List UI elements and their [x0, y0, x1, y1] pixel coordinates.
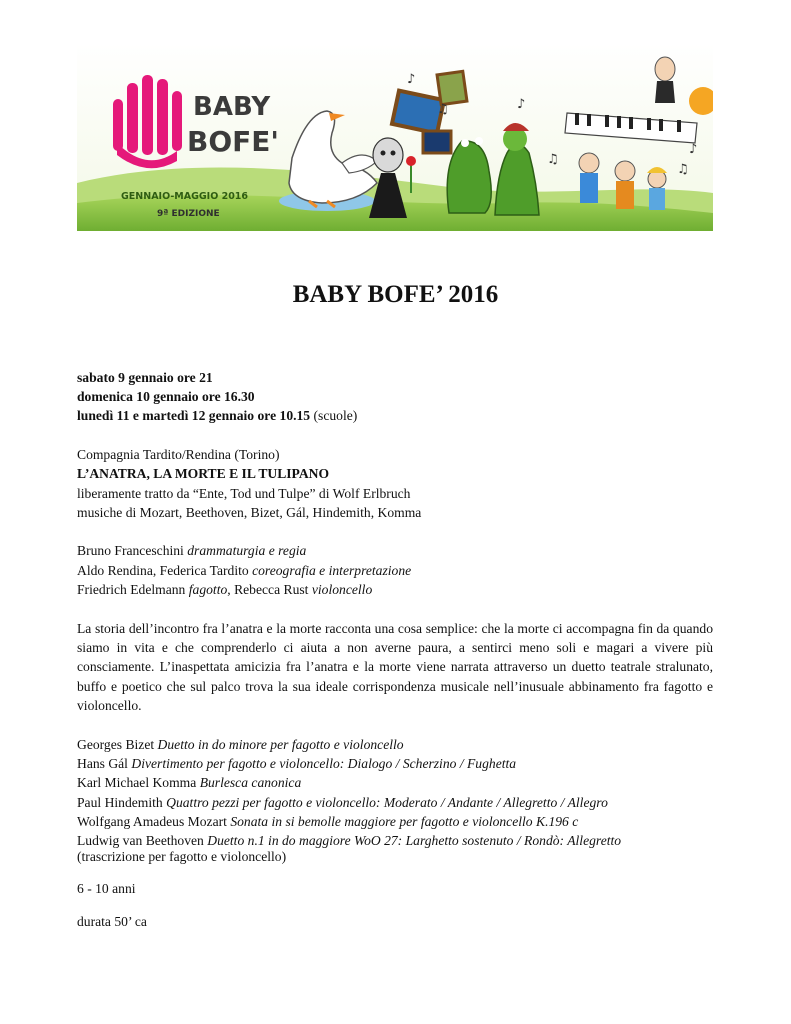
credit-name: Aldo Rendina, Federica Tardito	[77, 562, 253, 578]
program-item	[77, 735, 713, 754]
header-banner	[77, 43, 713, 231]
schedule-date: sabato 9 gennaio ore 21	[77, 370, 213, 385]
svg-text:♪: ♪	[517, 97, 526, 112]
music-line: musiche di Mozart, Beethoven, Bizet, Gál, Hindemith, Komma	[77, 504, 422, 520]
schedule-note: (scuole)	[310, 408, 358, 424]
document-body	[77, 368, 713, 931]
svg-text:♫: ♫	[677, 162, 689, 177]
schedule-line-3	[77, 406, 713, 425]
program-composer: Paul Hindemith	[77, 794, 167, 810]
schedule-date: lunedì 11 e martedì 12 gennaio ore 10.15	[77, 408, 311, 424]
svg-text:♪: ♪	[689, 142, 698, 157]
credit-name: Friedrich Edelmann	[77, 581, 189, 597]
company-name: Compagnia Tardito/Rendina (Torino)	[77, 447, 280, 463]
show-title-text: L’ANATRA, LA MORTE E IL TULIPANO	[77, 466, 330, 482]
program-work: Duetto in do minore per fagotto e violoncello	[157, 737, 404, 753]
program-work: Duetto n.1 in do maggiore WoO 27: Larghetto sostenuto / Rondò: Allegretto	[207, 833, 622, 849]
svg-text:♫: ♫	[547, 152, 559, 167]
svg-text:♫: ♫	[437, 102, 449, 117]
credit-name: Bruno Franceschini	[77, 543, 188, 559]
logo-line1: BABY	[193, 92, 271, 122]
show-title	[77, 464, 713, 483]
credit-role: fagotto	[188, 581, 228, 597]
program-composer: Ludwig van Beethoven	[77, 833, 208, 849]
program-work: Burlesca canonica	[199, 775, 302, 791]
logo-line2: BOFE'	[187, 125, 279, 158]
program-item	[77, 773, 713, 792]
schedule-line-1	[77, 368, 713, 387]
program-work: Sonata in si bemolle maggiore per fagotto e violoncello K.196 c	[230, 813, 579, 829]
program-work: Quattro pezzi per fagotto e violoncello: Moderato / Andante / Allegretto / Allegro	[166, 794, 608, 810]
credit-line-3	[77, 580, 713, 599]
credit-line-1	[77, 541, 713, 560]
credit-name: , Rebecca Rust	[227, 581, 312, 597]
program-composer: Karl Michael Komma	[77, 775, 200, 791]
credit-role: drammaturgia e regia	[187, 543, 307, 559]
program-composer: Wolfgang Amadeus Mozart	[77, 813, 231, 829]
credit-role: violoncello	[311, 581, 373, 597]
program-composer: Hans Gál	[77, 756, 132, 772]
banner-edition: 9ª EDIZIONE	[157, 209, 220, 219]
credit-role: coreografia e interpretazione	[252, 562, 412, 578]
source-line: liberamente tratto da “Ente, Tod und Tulpe” di Wolf Erlbruch	[77, 485, 411, 501]
program-item	[77, 831, 713, 849]
program-item	[77, 793, 713, 812]
credit-line-2	[77, 561, 713, 580]
program-item	[77, 754, 713, 773]
duration: durata 50’ ca	[77, 914, 147, 930]
schedule-line-2	[77, 387, 713, 406]
page-title: BABY BOFE’ 2016	[292, 281, 499, 308]
transcription-note: (trascrizione per fagotto e violoncello)	[77, 849, 287, 865]
banner-period: GENNAIO-MAGGIO 2016	[121, 191, 249, 202]
age-range: 6 - 10 anni	[77, 881, 136, 897]
program-work: Divertimento per fagotto e violoncello: Dialogo / Scherzino / Fughetta	[131, 756, 517, 772]
banner-illustration	[77, 43, 713, 231]
schedule-date: domenica 10 gennaio ore 16.30	[77, 389, 255, 405]
description-paragraph: La storia dell’incontro fra l’anatra e la morte racconta una cosa semplice: che la morte ci accompagna fin da quando siamo in vita e che comprenderlo ci aiuta a non averne paura, a sentirci meno soli e magari a vivere più consciamente. L’inaspettata amicizia fra l’anatra e la morte viene narrata attraverso un duetto teatrale stralunato, buffo e poetico che sul palco trova la sua ideale corrispondenza musicale nell’inusuale abbinamento fra fagotto e violoncello.	[77, 620, 713, 714]
program-composer: Georges Bizet	[77, 737, 158, 753]
svg-text:♪: ♪	[407, 72, 416, 87]
program-item	[77, 812, 713, 831]
